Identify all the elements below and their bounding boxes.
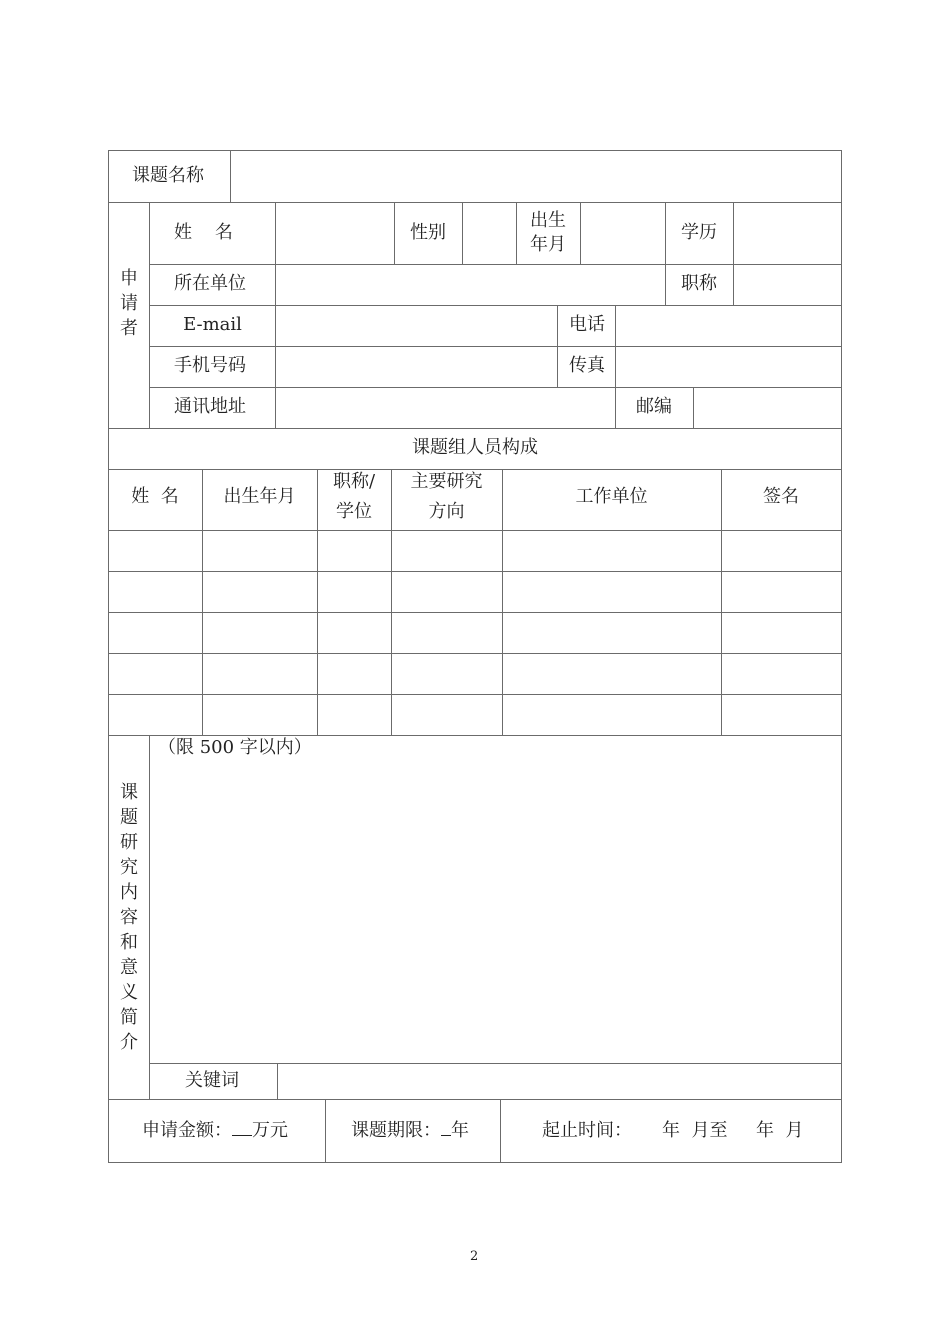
name-field[interactable] xyxy=(277,204,393,263)
row-line xyxy=(149,305,842,306)
col-line xyxy=(665,202,666,305)
team-header-direction-line1: 主要研究 xyxy=(410,471,483,492)
row-line xyxy=(108,202,842,203)
gender-field[interactable] xyxy=(464,204,515,263)
name-label: 姓 名 xyxy=(174,222,233,243)
team-header-unit: 工作单位 xyxy=(575,486,648,507)
fax-label: 传真 xyxy=(569,355,605,376)
col-line xyxy=(277,1063,278,1099)
amount-row xyxy=(142,1119,288,1143)
row-line xyxy=(108,653,842,654)
title-field[interactable] xyxy=(735,266,840,304)
unit-label: 所在单位 xyxy=(174,273,246,294)
period-label: 课题期限： xyxy=(351,1120,441,1141)
education-label: 学历 xyxy=(681,222,717,243)
birth-label-line1: 出生 xyxy=(530,210,566,231)
mobile-label: 手机号码 xyxy=(174,355,246,376)
postcode-label: 邮编 xyxy=(636,396,672,417)
address-label: 通讯地址 xyxy=(174,396,246,417)
team-header-name: 姓 名 xyxy=(131,486,179,507)
col-line xyxy=(615,305,616,387)
period-blank[interactable] xyxy=(441,1119,451,1136)
row-line xyxy=(108,1099,842,1100)
row-line xyxy=(149,264,842,265)
col-line xyxy=(615,387,616,428)
team-header-title-line1: 职称/ xyxy=(332,471,376,492)
table-border-right xyxy=(841,150,842,1163)
row-line xyxy=(108,428,842,429)
team-header-title-line2: 学位 xyxy=(336,501,372,522)
keywords-label: 关键词 xyxy=(185,1070,239,1091)
phone-field[interactable] xyxy=(617,307,840,345)
team-header-birth: 出生年月 xyxy=(223,486,296,507)
col-line xyxy=(580,202,581,264)
team-heading: 课题组人员构成 xyxy=(412,437,538,458)
dates-label: 起止时间： xyxy=(542,1120,632,1141)
dates-text: 年 月至 年 月 xyxy=(662,1120,804,1141)
row-line xyxy=(108,694,842,695)
table-border-bottom xyxy=(108,1162,842,1163)
table-border-left xyxy=(108,150,109,1163)
row-line xyxy=(149,387,842,388)
amount-unit: 万元 xyxy=(252,1120,288,1141)
col-line xyxy=(557,305,558,387)
project-name-label: 课题名称 xyxy=(132,165,204,186)
research-side-label: 课题研究内容和意义简介 xyxy=(120,782,138,1053)
fax-field[interactable] xyxy=(617,348,840,386)
title-label: 职称 xyxy=(681,273,717,294)
row-line xyxy=(108,612,842,613)
research-limit-note: （限 500 字以内） xyxy=(158,737,312,758)
col-line xyxy=(394,202,395,264)
amount-blank[interactable] xyxy=(232,1119,252,1136)
email-field[interactable] xyxy=(277,307,556,345)
table-border-top xyxy=(108,150,842,151)
education-field[interactable] xyxy=(735,204,840,263)
project-name-field[interactable] xyxy=(232,152,840,201)
period-unit: 年 xyxy=(451,1120,469,1141)
row-line xyxy=(108,530,842,531)
keywords-field[interactable] xyxy=(279,1065,840,1098)
row-line xyxy=(149,346,842,347)
col-line xyxy=(462,202,463,264)
team-header-direction-line2: 方向 xyxy=(428,501,465,522)
period-row xyxy=(351,1119,469,1143)
research-content-field[interactable] xyxy=(151,760,840,1062)
mobile-field[interactable] xyxy=(277,348,556,386)
col-line xyxy=(693,387,694,428)
amount-label: 申请金额： xyxy=(142,1120,232,1141)
applicant-side-label: 申请者 xyxy=(120,268,138,339)
col-line xyxy=(500,1099,501,1162)
phone-label: 电话 xyxy=(569,314,605,335)
address-field[interactable] xyxy=(277,389,614,427)
col-line xyxy=(325,1099,326,1162)
col-line xyxy=(516,202,517,264)
birth-field[interactable] xyxy=(582,204,664,263)
email-label: E-mail xyxy=(183,314,242,335)
col-line xyxy=(230,150,231,202)
unit-field[interactable] xyxy=(277,266,664,304)
gender-label: 性别 xyxy=(410,222,446,243)
col-line xyxy=(149,735,150,1099)
postcode-field[interactable] xyxy=(695,389,840,427)
team-header-signature: 签名 xyxy=(763,486,799,507)
col-line xyxy=(275,202,276,428)
row-line xyxy=(108,571,842,572)
row-line xyxy=(149,1063,842,1064)
birth-label-line2: 年月 xyxy=(530,234,566,255)
col-line xyxy=(733,202,734,305)
page-number: 2 xyxy=(470,1249,479,1264)
